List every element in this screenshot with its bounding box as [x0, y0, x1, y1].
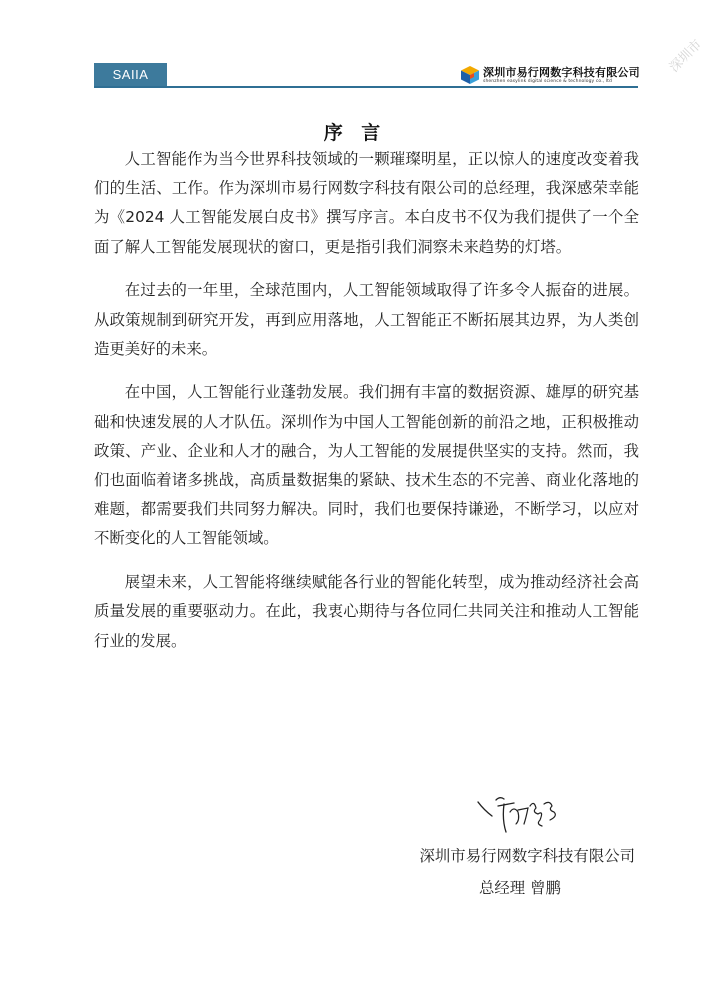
signature-person: 总经理 曾鹏 [479, 879, 561, 897]
paragraph: 在过去的一年里，全球范围内，人工智能领域取得了许多令人振奋的进展。从政策规制到研究开发，再到应用落地，人工智能正不断拓展其边界，为人类创造更美好的未来。 [94, 281, 639, 358]
header-divider [94, 86, 638, 88]
preface-body [94, 145, 639, 670]
signature-company: 深圳市易行网数字科技有限公司 [419, 847, 635, 865]
watermark: 深圳市 [666, 37, 706, 76]
handwritten-signature [470, 790, 570, 842]
company-logo-icon [460, 65, 480, 85]
paragraph: 人工智能作为当今世界科技领域的一颗璀璨明星，正以惊人的速度改变着我们的生活、工作。作为深圳市易行网数字科技有限公司的总经理，我深感荣幸能为《2024 人工智能发展白皮书》撰写序言。本白皮书不仅为我们提供了一个全面了解人工智能发展现状的窗口，更是指引我们洞察未来趋势的灯塔。 [94, 150, 639, 256]
page-title: 序 言 [323, 122, 387, 144]
company-name-cn: 深圳市易行网数字科技有限公司 [483, 66, 640, 79]
paragraph: 在中国，人工智能行业蓬勃发展。我们拥有丰富的数据资源、雄厚的研究基础和快速发展的人才队伍。深圳作为中国人工智能创新的前沿之地，正积极推动政策、产业、企业和人才的融合，为人工智能的发展提供坚实的支持。然而，我们也面临着诸多挑战，高质量数据集的紧缺、技术生态的不完善、商业化落地的难题，都需要我们共同努力解决。同时，我们也要保持谦逊，不断学习，以应对不断变化的人工智能领域。 [94, 383, 639, 548]
paragraph: 展望未来，人工智能将继续赋能各行业的智能化转型，成为推动经济社会高质量发展的重要驱动力。在此，我衷心期待与各位同仁共同关注和推动人工智能行业的发展。 [94, 573, 639, 650]
header-tag: SAIIA [94, 63, 167, 87]
company-name-en: shenzhen easylink digital science & technology co., ltd [483, 79, 612, 84]
